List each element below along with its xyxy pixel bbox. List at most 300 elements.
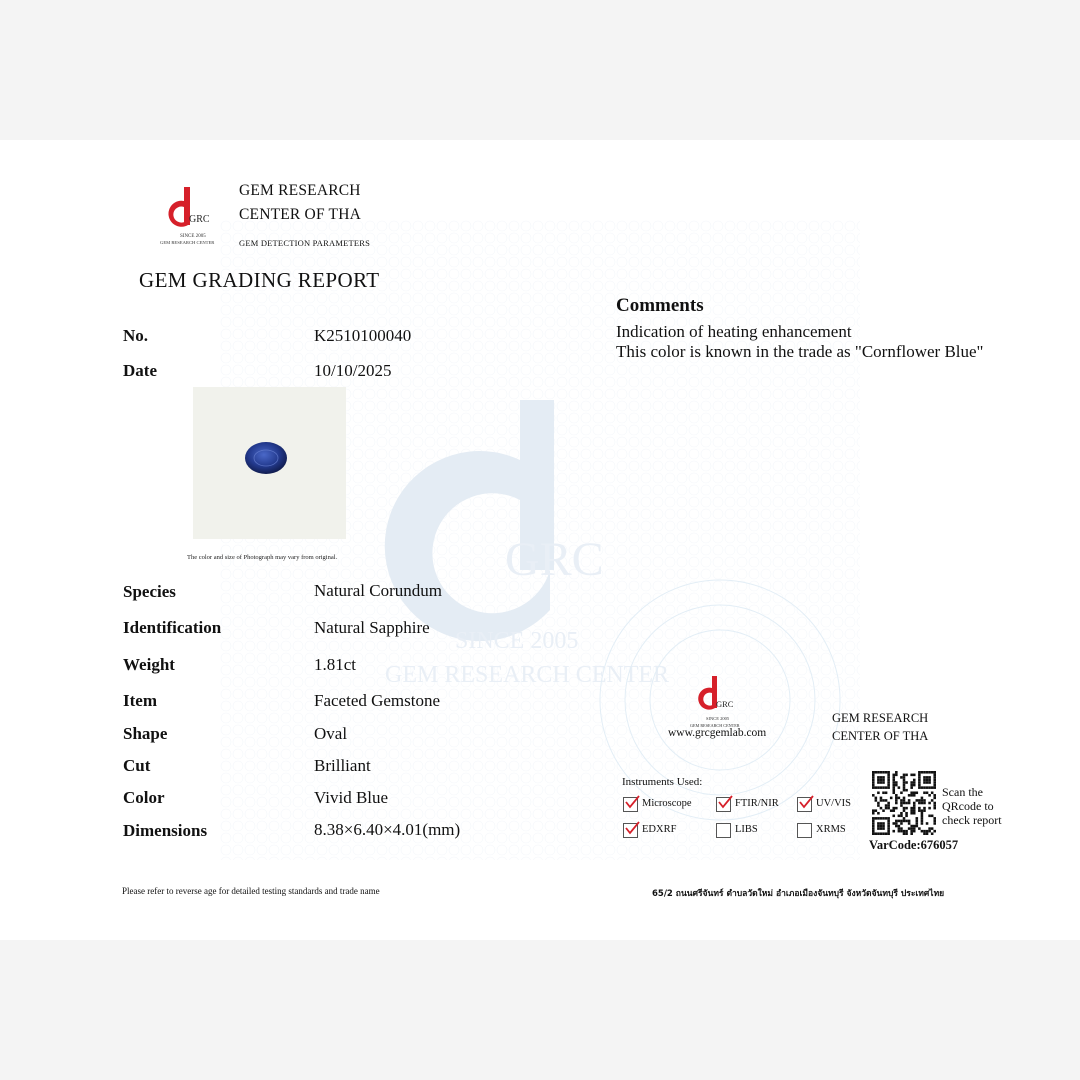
qr-module [895, 794, 898, 797]
qr-module [928, 794, 931, 797]
qr-module [903, 789, 906, 792]
qr-module [926, 832, 929, 835]
qr-module [931, 815, 934, 818]
qr-module [880, 771, 883, 774]
stamp-name-line2: CENTER OF THA [832, 729, 929, 743]
qr-module [931, 786, 934, 789]
qr-module [877, 791, 880, 794]
qr-module [900, 799, 903, 802]
qr-module [905, 781, 908, 784]
qr-module [887, 825, 890, 828]
qr-module [900, 804, 903, 807]
qr-module [918, 786, 921, 789]
qr-module [928, 781, 931, 784]
dimensions-label: Dimensions [123, 821, 208, 840]
qr-module [921, 820, 924, 823]
qr-module [923, 776, 926, 779]
qr-module [892, 822, 895, 825]
qr-module [898, 815, 901, 818]
qr-module [933, 817, 936, 820]
qr-module [933, 784, 936, 787]
gem-photo [193, 387, 346, 539]
qr-module [933, 794, 936, 797]
qr-module [903, 797, 906, 800]
qr-module [885, 791, 888, 794]
qr-module [921, 812, 924, 815]
stamp-logo-text: GRC [716, 699, 734, 709]
date-label: Date [123, 361, 157, 380]
qr-module [875, 771, 878, 774]
qr-module [892, 786, 895, 789]
qr-module [913, 779, 916, 782]
cut-label: Cut [123, 756, 151, 775]
qr-module [877, 779, 880, 782]
qr-module [926, 771, 929, 774]
qr-module [926, 776, 929, 779]
qr-module [926, 779, 929, 782]
qr-module [895, 774, 898, 777]
qr-module [928, 771, 931, 774]
qr-module [913, 830, 916, 833]
qr-module [931, 799, 934, 802]
qr-module [928, 830, 931, 833]
qr-module [880, 776, 883, 779]
qr-module [918, 827, 921, 830]
qr-module [885, 786, 888, 789]
qr-module [916, 825, 919, 828]
qr-module [892, 784, 895, 787]
footer-address: 65/2 ถนนศรีจันทร์ ตำบลวัดใหม่ อำเภอเมืองจันทบุรี จังหวัดจันทบุรี ประเทศไทย [652, 889, 945, 899]
qr-module [908, 799, 911, 802]
qr-module [880, 825, 883, 828]
qr-module [882, 781, 885, 784]
qr-module [887, 820, 890, 823]
qr-module [885, 807, 888, 810]
qr-module [882, 809, 885, 812]
qr-module [892, 774, 895, 777]
qr-module [921, 815, 924, 818]
qr-module [913, 807, 916, 810]
qr-module [921, 802, 924, 805]
qr-module [905, 802, 908, 805]
libs-checkbox[interactable] [716, 823, 731, 838]
qr-module [892, 776, 895, 779]
qr-module [908, 802, 911, 805]
ftir-checkbox[interactable] [716, 797, 731, 812]
qr-module [921, 809, 924, 812]
qr-module [908, 822, 911, 825]
qr-module [880, 786, 883, 789]
qr-module [872, 817, 875, 820]
qr-module [895, 799, 898, 802]
qr-module [880, 797, 883, 800]
qr-module [877, 825, 880, 828]
qr-module [905, 832, 908, 835]
qr-module [882, 825, 885, 828]
stamp-name-line1: GEM RESEARCH [832, 711, 929, 725]
qr-module [910, 809, 913, 812]
qr-module [892, 809, 895, 812]
qr-module [872, 822, 875, 825]
shape-label: Shape [123, 724, 168, 743]
qr-module [875, 809, 878, 812]
qr-module [882, 827, 885, 830]
scan-line1: Scan the [942, 785, 983, 799]
qr-module [903, 786, 906, 789]
checkmark-icon [623, 820, 641, 838]
qr-module [882, 822, 885, 825]
species-label: Species [123, 582, 176, 601]
microscope-checkbox[interactable] [623, 797, 638, 812]
qr-module [916, 817, 919, 820]
qr-module [926, 791, 929, 794]
qr-module [872, 774, 875, 777]
qr-module [892, 781, 895, 784]
checkmark-icon [797, 794, 815, 812]
qr-module [921, 799, 924, 802]
footer-note: Please refer to reverse age for detailed testing standards and trade name [122, 886, 380, 896]
qr-module [926, 786, 929, 789]
qr-module [910, 812, 913, 815]
qr-module [918, 776, 921, 779]
qr-module [900, 815, 903, 818]
qr-module [895, 797, 898, 800]
qr-module [916, 820, 919, 823]
qr-module [903, 781, 906, 784]
qr-module [921, 786, 924, 789]
qr-module [903, 809, 906, 812]
qr-module [877, 802, 880, 805]
qr-module [913, 812, 916, 815]
qr-module [933, 781, 936, 784]
qr-module [921, 822, 924, 825]
qr-module [885, 832, 888, 835]
qr-module [882, 776, 885, 779]
cut-value: Brilliant [314, 756, 371, 775]
qr-code[interactable] [872, 771, 936, 835]
qr-module [905, 807, 908, 810]
qr-module [931, 827, 934, 830]
qr-module [872, 832, 875, 835]
qr-module [872, 827, 875, 830]
qr-module [910, 786, 913, 789]
qr-module [905, 830, 908, 833]
qr-module [910, 781, 913, 784]
qr-module [880, 827, 883, 830]
qr-module [913, 802, 916, 805]
identification-label: Identification [123, 618, 222, 637]
qr-module [905, 820, 908, 823]
qr-module [887, 784, 890, 787]
qr-module [916, 822, 919, 825]
qr-module [933, 820, 936, 823]
qr-module [913, 809, 916, 812]
website[interactable]: www.grcgemlab.com [668, 727, 767, 739]
qr-module [875, 786, 878, 789]
qr-module [882, 817, 885, 820]
qr-module [887, 802, 890, 805]
qr-module [918, 799, 921, 802]
qr-module [887, 776, 890, 779]
comment-line2: This color is known in the trade as "Cornflower Blue" [616, 342, 984, 361]
qr-module [928, 815, 931, 818]
qr-module [908, 827, 911, 830]
qr-module [900, 827, 903, 830]
qr-module [892, 807, 895, 810]
qr-module [885, 804, 888, 807]
qr-module [880, 822, 883, 825]
photo-note: The color and size of Photograph may vary from original. [187, 554, 338, 561]
qr-module [895, 802, 898, 805]
grc-logo [158, 185, 228, 247]
qr-module [872, 820, 875, 823]
scan-line2: QRcode to [942, 799, 994, 813]
qr-module [923, 807, 926, 810]
edxrf-label: EDXRF [642, 824, 677, 835]
checkmark-icon [623, 794, 641, 812]
qr-module [905, 815, 908, 818]
comments-heading: Comments [616, 295, 704, 316]
qr-module [877, 812, 880, 815]
qr-module [903, 802, 906, 805]
color-value: Vivid Blue [314, 788, 389, 807]
qr-module [877, 827, 880, 830]
qr-module [933, 804, 936, 807]
qr-module [923, 809, 926, 812]
qr-module [913, 825, 916, 828]
qr-module [887, 779, 890, 782]
uvvis-checkbox[interactable] [797, 797, 812, 812]
qr-module [921, 817, 924, 820]
qr-module [933, 786, 936, 789]
qr-module [882, 786, 885, 789]
qr-module [887, 832, 890, 835]
qr-module [872, 812, 875, 815]
qr-module [887, 817, 890, 820]
qr-module [913, 784, 916, 787]
qr-module [926, 822, 929, 825]
qr-module [903, 807, 906, 810]
qr-module [882, 799, 885, 802]
qr-module [903, 817, 906, 820]
qr-module [923, 830, 926, 833]
qr-module [923, 779, 926, 782]
qr-module [933, 771, 936, 774]
grc-stamp-logo [688, 674, 750, 730]
weight-value: 1.81ct [314, 655, 357, 674]
qr-module [877, 781, 880, 784]
qr-module [913, 827, 916, 830]
lab-subtitle: GEM DETECTION PARAMETERS [239, 238, 371, 248]
qr-module [931, 791, 934, 794]
qr-module [880, 832, 883, 835]
qr-module [933, 776, 936, 779]
qr-module [916, 799, 919, 802]
watermark-since: SINCE 2005 [455, 628, 579, 654]
xrms-label: XRMS [816, 824, 846, 835]
watermark-center: GEM RESEARCH CENTER [385, 662, 670, 688]
libs-label: LIBS [735, 824, 758, 835]
qr-module [895, 820, 898, 823]
identification-value: Natural Sapphire [314, 618, 430, 637]
qr-module [882, 791, 885, 794]
qr-module [887, 771, 890, 774]
qr-module [908, 820, 911, 823]
qr-module [887, 774, 890, 777]
qr-module [900, 822, 903, 825]
qr-module [931, 832, 934, 835]
qr-module [872, 776, 875, 779]
qr-module [928, 802, 931, 805]
qr-module [872, 809, 875, 812]
qr-module [910, 825, 913, 828]
qr-module [921, 797, 924, 800]
date-value: 10/10/2025 [314, 361, 392, 380]
qr-module [887, 781, 890, 784]
qr-module [877, 786, 880, 789]
qr-module [908, 794, 911, 797]
qr-module [913, 791, 916, 794]
qr-module [885, 771, 888, 774]
qr-module [895, 781, 898, 784]
qr-module [918, 781, 921, 784]
qr-module [882, 832, 885, 835]
qr-module [895, 825, 898, 828]
qr-module [928, 827, 931, 830]
qr-module [872, 771, 875, 774]
qr-module [905, 789, 908, 792]
qr-module [875, 832, 878, 835]
qr-module [872, 781, 875, 784]
qr-module [890, 809, 893, 812]
species-value: Natural Corundum [314, 581, 442, 600]
ftir-label: FTIR/NIR [735, 798, 779, 809]
qr-module [910, 794, 913, 797]
checkmark-icon [716, 794, 734, 812]
qr-module [898, 827, 901, 830]
item-value: Faceted Gemstone [314, 691, 441, 710]
qr-module [918, 807, 921, 810]
qr-module [923, 791, 926, 794]
qr-module [890, 797, 893, 800]
stamp-center: GEM RESEARCH CENTER [690, 723, 740, 728]
qr-module [928, 786, 931, 789]
qr-module [905, 812, 908, 815]
qr-module [910, 807, 913, 810]
qr-module [903, 776, 906, 779]
qr-module [921, 830, 924, 833]
qr-module [887, 804, 890, 807]
qr-module [892, 830, 895, 833]
logo-since: SINCE 2005 [180, 234, 206, 239]
qr-module [898, 820, 901, 823]
qr-module [905, 774, 908, 777]
qr-module [887, 827, 890, 830]
qr-module [877, 817, 880, 820]
qr-module [880, 781, 883, 784]
instruments-heading: Instruments Used: [622, 776, 703, 788]
xrms-checkbox[interactable] [797, 823, 812, 838]
qr-module [921, 771, 924, 774]
qr-module [880, 779, 883, 782]
qr-module [882, 779, 885, 782]
qr-module [872, 779, 875, 782]
qr-module [928, 779, 931, 782]
shape-value: Oval [314, 724, 348, 743]
qr-module [923, 802, 926, 805]
qr-module [898, 797, 901, 800]
qr-module [872, 784, 875, 787]
qr-module [913, 804, 916, 807]
qr-module [875, 817, 878, 820]
qr-module [918, 771, 921, 774]
qr-module [887, 822, 890, 825]
qr-module [931, 771, 934, 774]
qr-module [933, 807, 936, 810]
qr-module [918, 784, 921, 787]
no-label: No. [123, 326, 149, 345]
qr-module [926, 781, 929, 784]
qr-module [892, 789, 895, 792]
qr-module [875, 797, 878, 800]
qr-module [887, 830, 890, 833]
qr-module [887, 786, 890, 789]
qr-module [923, 771, 926, 774]
qr-module [913, 794, 916, 797]
qr-module [877, 771, 880, 774]
qr-module [872, 825, 875, 828]
qr-module [903, 832, 906, 835]
qr-module [898, 825, 901, 828]
qr-module [933, 774, 936, 777]
qr-module [880, 817, 883, 820]
qr-module [877, 832, 880, 835]
qr-module [910, 774, 913, 777]
color-label: Color [123, 788, 165, 807]
gem-image [193, 387, 346, 539]
comment-line1: Indication of heating enhancement [616, 322, 852, 341]
qr-module [910, 832, 913, 835]
qr-module [900, 812, 903, 815]
logo-center: GEM RESEARCH CENTER [160, 240, 215, 245]
varcode: VarCode:676057 [869, 838, 959, 852]
qr-module [918, 779, 921, 782]
qr-module [892, 779, 895, 782]
qr-module [900, 820, 903, 823]
scan-line3: check report [942, 813, 1002, 827]
qr-module [872, 786, 875, 789]
qr-module [928, 776, 931, 779]
qr-module [877, 822, 880, 825]
qr-module [916, 791, 919, 794]
qr-module [933, 779, 936, 782]
qr-module [933, 822, 936, 825]
qr-module [900, 791, 903, 794]
qr-module [923, 781, 926, 784]
qr-module [933, 802, 936, 805]
qr-module [903, 779, 906, 782]
qr-module [913, 781, 916, 784]
edxrf-checkbox[interactable] [623, 823, 638, 838]
qr-module [895, 807, 898, 810]
item-label: Item [123, 691, 157, 710]
qr-module [895, 771, 898, 774]
dimensions-value: 8.38×6.40×4.01(mm) [314, 820, 461, 839]
qr-module [910, 791, 913, 794]
qr-module [923, 799, 926, 802]
uvvis-label: UV/VIS [816, 798, 852, 809]
qr-module [885, 799, 888, 802]
